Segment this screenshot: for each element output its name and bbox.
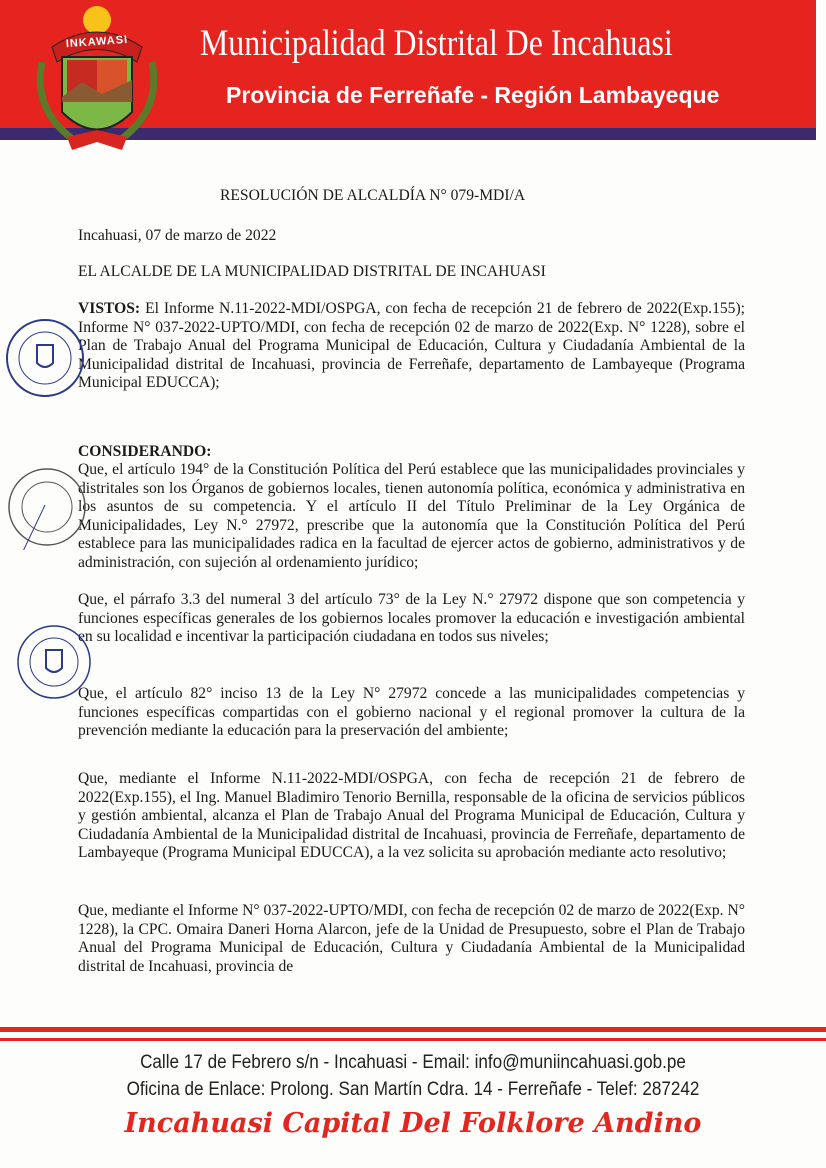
footer-address: Calle 17 de Febrero s/n - Incahuasi - Email: info@muniincahuasi.gob.pe — [140, 1052, 686, 1073]
vistos-label: VISTOS: — [78, 300, 141, 317]
budget-approval-stamp — [5, 465, 90, 550]
footer-office: Oficina de Enlace: Prolong. San Martín Cdra. 14 - Ferreñafe - Telef: 287242 — [126, 1079, 700, 1100]
resolution-title: RESOLUCIÓN DE ALCALDÍA N° 079-MDI/A — [220, 187, 526, 204]
footer-rule — [0, 1027, 826, 1032]
vistos-text: El Informe N.11-2022-MDI/OSPGA, con fecha de recepción 21 de febrero de 2022(Exp.155); Informe N° 037-2022-UPTO/MDI, con fecha de recepción 02 de marzo de 2022(Exp. N° 1228), sobre el Plan de Trabajo Anual del Programa Municipal de Educación, Cultura y Ciudadanía Ambiental de la Municipalidad distrital de Incahuasi, provincia de Ferreñafe, departamento de Lambayeque (Programa Municipal EDUCCA); — [78, 300, 745, 392]
crest-banner-text: INKAWASI — [65, 33, 129, 51]
considerando-label: CONSIDERANDO: — [78, 443, 212, 460]
vistos-paragraph — [78, 300, 745, 393]
considerando-paragraph: Que, mediante el Informe N.11-2022-MDI/OSPGA, con fecha de recepción 21 de febrero de 2022(Exp.155), el Ing. Manuel Bladimiro Tenorio Bernilla, responsable de la oficina de servicios públicos y gestión ambiental, alcanza el Plan de Trabajo Anual del Programa Municipal de Educación, Cultura y Ciudadanía Ambiental de la Municipalidad distrital de Incahuasi, provincia de Ferreñafe, departamento de Lambayeque (Programa Municipal EDUCCA), a la vez solicita su aprobación mediante acto resolutivo; — [78, 770, 745, 862]
municipal-stamp — [12, 620, 97, 705]
header-title: Municipalidad Distrital De Incahuasi — [200, 23, 673, 64]
resolution-date: Incahuasi, 07 de marzo de 2022 — [78, 227, 277, 244]
municipal-crest-logo — [22, 2, 172, 157]
considerando-paragraph: Que, el artículo 194° de la Constitución Política del Perú establece que las municipalidades provinciales y distritales son los Órganos de gobiernos locales, tienen autonomía política, económica y administrativa en los asuntos de su competencia. Y el artículo II del Título Preliminar de la Ley Orgánica de Municipalidades, Ley N.° 27972, prescribe que la autonomía que la Constitución Política del Perú establece para las municipalidades radica en la facultad de ejercer actos de gobierno, administrativos y de administración, con sujeción al ordenamiento jurídico; — [78, 461, 745, 571]
footer-slogan: Incahuasi Capital Del Folklore Andino — [124, 1108, 702, 1139]
legal-office-stamp — [2, 315, 88, 401]
header-subtitle: Provincia de Ferreñafe - Región Lambayeque — [226, 82, 720, 108]
considerando-paragraph: Que, mediante el Informe N° 037-2022-UPTO/MDI, con fecha de recepción 02 de marzo de 2022(Exp. N° 1228), la CPC. Omaira Daneri Horna Alarcon, jefe de la Unidad de Presupuesto, sobre el Plan de Trabajo Anual del Programa Municipal de Educación, Cultura y Ciudadanía Ambiental de la Municipalidad distrital de Incahuasi, provincia de — [78, 902, 745, 975]
footer-rule — [0, 1038, 826, 1041]
issuer-line: EL ALCALDE DE LA MUNICIPALIDAD DISTRITAL DE INCAHUASI — [78, 263, 546, 280]
considerando-paragraph: Que, el artículo 82° inciso 13 de la Ley N° 27972 concede a las municipalidades competencias y funciones específicas compartidas con el gobierno nacional y el regional promover la cultura de la prevención mediante la educación para la preservación del ambiente; — [78, 685, 745, 740]
considerando-paragraph: Que, el párrafo 3.3 del numeral 3 del artículo 73° de la Ley N.° 27972 dispone que son competencia y funciones específicas generales de los gobiernos locales promover la educación e investigación ambiental en su localidad e incentivar la participación ciudadana en todos sus niveles; — [78, 591, 745, 646]
